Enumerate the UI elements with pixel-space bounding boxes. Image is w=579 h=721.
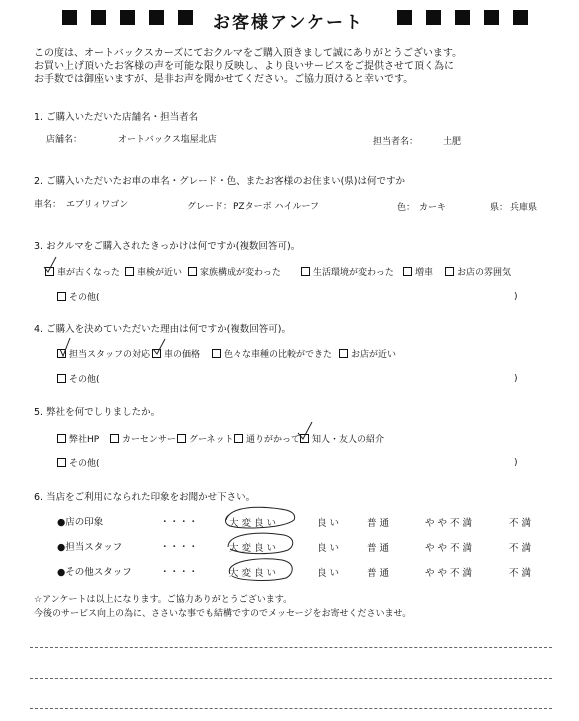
header-square (513, 10, 528, 25)
q5-other-close: ) (514, 458, 518, 468)
question-3-label: 3. おクルマをご購入されたきっかけは何ですか(複数回答可)。 (34, 241, 301, 252)
q4-option-other[interactable]: その他( (57, 372, 100, 385)
rating-dissatisfied[interactable]: 不 満 (509, 568, 532, 579)
checkbox[interactable] (445, 267, 454, 276)
rating-dissatisfied[interactable]: 不 満 (509, 543, 532, 554)
checkbox[interactable] (110, 434, 119, 443)
prefecture-label: 県： (490, 203, 509, 213)
message-line[interactable] (30, 647, 552, 648)
question-2-label: 2. ご購入いただいたお車の車名・グレード・色、またお客様のお住まい(県)は何ですか (34, 176, 405, 187)
rating-very-good[interactable]: 大 変 良 い (229, 568, 277, 579)
header-square (426, 10, 441, 25)
q5-option-goonet[interactable]: グーネット (177, 432, 234, 445)
rating-good[interactable]: 良 い (317, 518, 340, 529)
header-square (178, 10, 193, 25)
header-square (397, 10, 412, 25)
q3-other-close: ) (514, 292, 518, 302)
check-mark-icon (151, 337, 167, 357)
q3-option-family[interactable]: 家族構成が変わった (188, 265, 281, 278)
q3-option-old-car[interactable]: 車が古くなった (45, 265, 120, 278)
page-title: お客様アンケート (213, 13, 364, 33)
rating-row-label: ●店の印象 (57, 517, 104, 528)
question-6-label: 6. 当店をご利用になられた印象をお聞かせ下さい。 (34, 492, 256, 503)
checkbox[interactable] (403, 267, 412, 276)
prefecture-value[interactable]: 兵庫県 (510, 203, 538, 213)
rating-row-label: ●担当スタッフ (57, 542, 123, 553)
checkbox[interactable] (188, 267, 197, 276)
closing-line: ☆アンケートは以上になります。ご協力ありがとうございます。 (34, 595, 293, 605)
checkbox[interactable] (339, 349, 348, 358)
rating-neutral[interactable]: 普 通 (367, 518, 390, 529)
header-square (91, 10, 106, 25)
staff-value[interactable]: 土肥 (443, 137, 462, 147)
rating-good[interactable]: 良 い (317, 568, 340, 579)
rating-neutral[interactable]: 普 通 (367, 568, 390, 579)
header-square (62, 10, 77, 25)
rating-dissatisfied[interactable]: 不 満 (509, 518, 532, 529)
question-1-label: 1. ご購入いただいた店舗名・担当者名 (34, 112, 199, 123)
rating-neutral[interactable]: 普 通 (367, 543, 390, 554)
circle-mark-icon (220, 554, 300, 584)
color-label: 色： (397, 203, 416, 213)
rating-very-good[interactable]: 大 変 良 い (229, 518, 277, 529)
grade-value[interactable]: PZターボ ハイルーフ (233, 202, 320, 212)
rating-slightly-dissatisfied[interactable]: や や 不 満 (425, 568, 473, 579)
grade-label: グレード： (187, 202, 233, 212)
q4-other-close: ) (514, 374, 518, 384)
checkbox[interactable] (212, 349, 221, 358)
q4-option-near[interactable]: お店が近い (339, 347, 396, 360)
checkbox[interactable] (57, 434, 66, 443)
intro-line: この度は、オートバックスカーズにておクルマをご購入頂きまして誠にありがとうございます。 (34, 48, 463, 59)
car-name-value[interactable]: エブリィワゴン (66, 200, 129, 210)
header-square (120, 10, 135, 25)
question-4-label: 4. ご購入を決めていただいた理由は何ですか(複数回答可)。 (34, 324, 291, 335)
q5-option-referral[interactable]: 知人・友人の紹介 (300, 432, 384, 445)
color-value[interactable]: カーキ (419, 203, 447, 213)
q5-option-hp[interactable]: 弊社HP (57, 432, 99, 445)
checkbox[interactable] (234, 434, 243, 443)
store-value[interactable]: オートバックス塩屋北店 (118, 135, 217, 145)
check-mark-icon (58, 336, 72, 358)
q5-option-other[interactable]: その他( (57, 456, 100, 469)
check-mark-icon (296, 420, 314, 442)
checkbox[interactable] (57, 458, 66, 467)
checkbox[interactable] (125, 267, 134, 276)
q4-option-compare[interactable]: 色々な車種の比較ができた (212, 347, 332, 360)
intro-line: お手数では御座いますが、是非お声を聞かせてください。ご協力頂けると幸いです。 (34, 74, 414, 85)
q3-option-atmosphere[interactable]: お店の雰囲気 (445, 265, 511, 278)
q3-option-environment[interactable]: 生活環境が変わった (301, 265, 394, 278)
rating-very-good[interactable]: 大 変 良 い (229, 543, 277, 554)
closing-line: 今後のサービス向上の為に、ささいな事でも結構ですのでメッセージをお寄せくださいませ。 (34, 609, 412, 619)
header-square (484, 10, 499, 25)
q3-option-additional-car[interactable]: 増車 (403, 265, 433, 278)
q4-option-price[interactable]: 車の価格 (152, 347, 200, 360)
rating-slightly-dissatisfied[interactable]: や や 不 満 (425, 543, 473, 554)
check-mark-icon (42, 255, 58, 275)
q4-option-staff[interactable]: 担当スタッフの対応 (57, 347, 150, 360)
checkbox[interactable] (57, 374, 66, 383)
checkbox[interactable] (301, 267, 310, 276)
rating-leader: ・・・・ (160, 517, 199, 528)
question-5-label: 5. 弊社を何でしりましたか。 (34, 407, 161, 418)
q3-option-inspection[interactable]: 車検が近い (125, 265, 182, 278)
rating-leader: ・・・・ (160, 567, 199, 578)
store-label: 店舗名： (46, 135, 83, 145)
header-square (455, 10, 470, 25)
q5-option-passing[interactable]: 通りがかって (234, 432, 300, 445)
car-name-label: 車名： (34, 200, 62, 210)
rating-slightly-dissatisfied[interactable]: や や 不 満 (425, 518, 473, 529)
header-square (149, 10, 164, 25)
rating-good[interactable]: 良 い (317, 543, 340, 554)
circle-mark-icon (220, 504, 300, 532)
rating-row-label: ●その他スタッフ (57, 567, 132, 578)
checkbox[interactable] (57, 292, 66, 301)
staff-label: 担当者名： (373, 137, 419, 147)
rating-leader: ・・・・ (160, 542, 199, 553)
q3-option-other[interactable]: その他( (57, 290, 100, 303)
message-line[interactable] (30, 678, 552, 679)
intro-line: お買い上げ頂いたお客様の声を可能な限り反映し、より良いサービスをご提供させて頂く為に (34, 61, 454, 72)
message-line[interactable] (30, 708, 552, 709)
checkbox[interactable] (177, 434, 186, 443)
q5-option-carsensor[interactable]: カーセンサー (110, 432, 176, 445)
circle-mark-icon (220, 529, 300, 557)
